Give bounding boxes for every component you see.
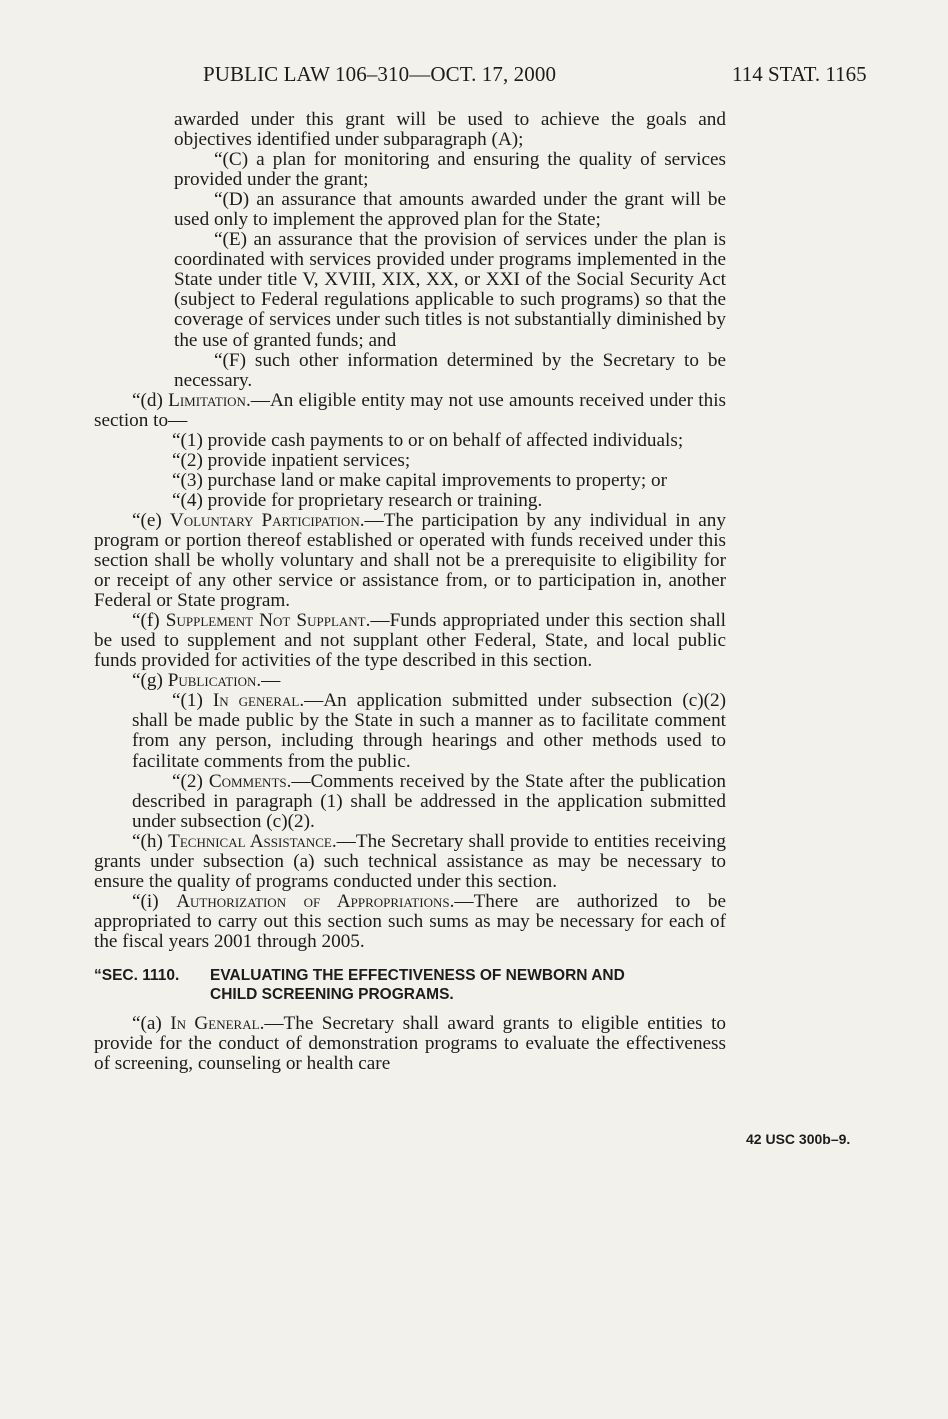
subsection-f: “(f) Supplement Not Supplant.—Funds appropriated under this section shall be used to supplement and not supplant other Federal, State, and local public funds provided for activities of the type described in this section. [94, 610, 726, 672]
subsection-heading: In General [170, 1012, 260, 1034]
paragraph-e: “(E) an assurance that the provision of services under the plan is coordinated with services provided under programs implemented in the State under title V, XVIII, XIX, XX, or XXI of the Social Security Act (subject to Federal regulations applicable to such programs) so that the coverage of services under such titles is not substantially diminished by the use of granted funds; and [174, 229, 726, 351]
subsection-h: “(h) Technical Assistance.—The Secretary shall provide to entities receiving grants under subsection (a) such technical assistance as may be necessary to ensure the quality of programs conducted under this section. [94, 830, 726, 892]
paragraph-d: “(D) an assurance that amounts awarded under the grant will be used only to implement the approved plan for the State; [174, 189, 726, 231]
subsection-g: “(g) Publication.— [132, 670, 281, 692]
section-number: “SEC. 1110. [94, 966, 180, 984]
page-header [0, 62, 948, 92]
margin-citation: 42 USC 300b–9. [746, 1131, 851, 1147]
body-text [94, 110, 726, 1074]
header-stat-page: 114 STAT. 1165 [732, 62, 867, 86]
paragraph-f: “(F) such other information determined by the Secretary to be necessary. [174, 349, 726, 391]
paragraph: awarded under this grant will be used to achieve the goals and objectives identified under subparagraph (A); [174, 109, 726, 151]
header-title: PUBLIC LAW 106–310—OCT. 17, 2000 [203, 62, 557, 86]
subsection-heading: Supplement Not Supplant [165, 610, 366, 632]
subsection-heading: Authorization of Appropriations [176, 890, 450, 912]
paragraph-c: “(C) a plan for monitoring and ensuring the quality of services provided under the grant; [174, 149, 726, 191]
subsection-heading: Voluntary Participation [169, 509, 360, 531]
section-title-line1: EVALUATING THE EFFECTIVENESS OF NEWBORN AND [210, 966, 625, 984]
subsection-heading: Publication [167, 670, 257, 692]
paragraph-g2: “(2) Comments.—Comments received by the State after the publication described in paragraph (1) shall be addressed in the application submitted under subsection (c)(2). [132, 770, 727, 832]
paragraph-d2: “(2) provide inpatient services; [172, 449, 411, 471]
paragraph-g1: “(1) In general.—An application submitted under subsection (c)(2) shall be made public by the State in such a manner as to facilitate comment from any person, including through hearings and other methods used to facilitate comments from the public. [132, 690, 727, 772]
paragraph-d1: “(1) provide cash payments to or on behalf of affected individuals; [172, 429, 684, 451]
paragraph-d4: “(4) provide for proprietary research or training. [172, 489, 543, 511]
subsection-i: “(i) Authorization of Appropriations.—There are authorized to be appropriated to carry out this section such sums as may be necessary for each of the fiscal years 2001 through 2005. [94, 890, 726, 952]
subsection-d: “(d) Limitation.—An eligible entity may not use amounts received under this section to— [94, 389, 727, 431]
section-title-line2: CHILD SCREENING PROGRAMS. [210, 985, 454, 1003]
paragraph-d3: “(3) purchase land or make capital improvements to property; or [172, 469, 667, 491]
subsection-heading: Technical Assistance [168, 830, 332, 852]
section-heading [94, 966, 726, 1004]
subsection-heading: Limitation [168, 389, 246, 411]
subsection-a: “(a) In General.—The Secretary shall award grants to eligible entities to provide for the conduct of demonstration programs to evaluate the effectiveness of screening, counseling or health care [94, 1012, 726, 1075]
subsection-e: “(e) Voluntary Participation.—The participation by any individual in any program or portion thereof established or operated with funds received under this section shall be wholly voluntary and shall not be a prerequisite to eligibility for or receipt of any other service or assistance from, or to participation in, another Federal or State program. [94, 509, 726, 612]
